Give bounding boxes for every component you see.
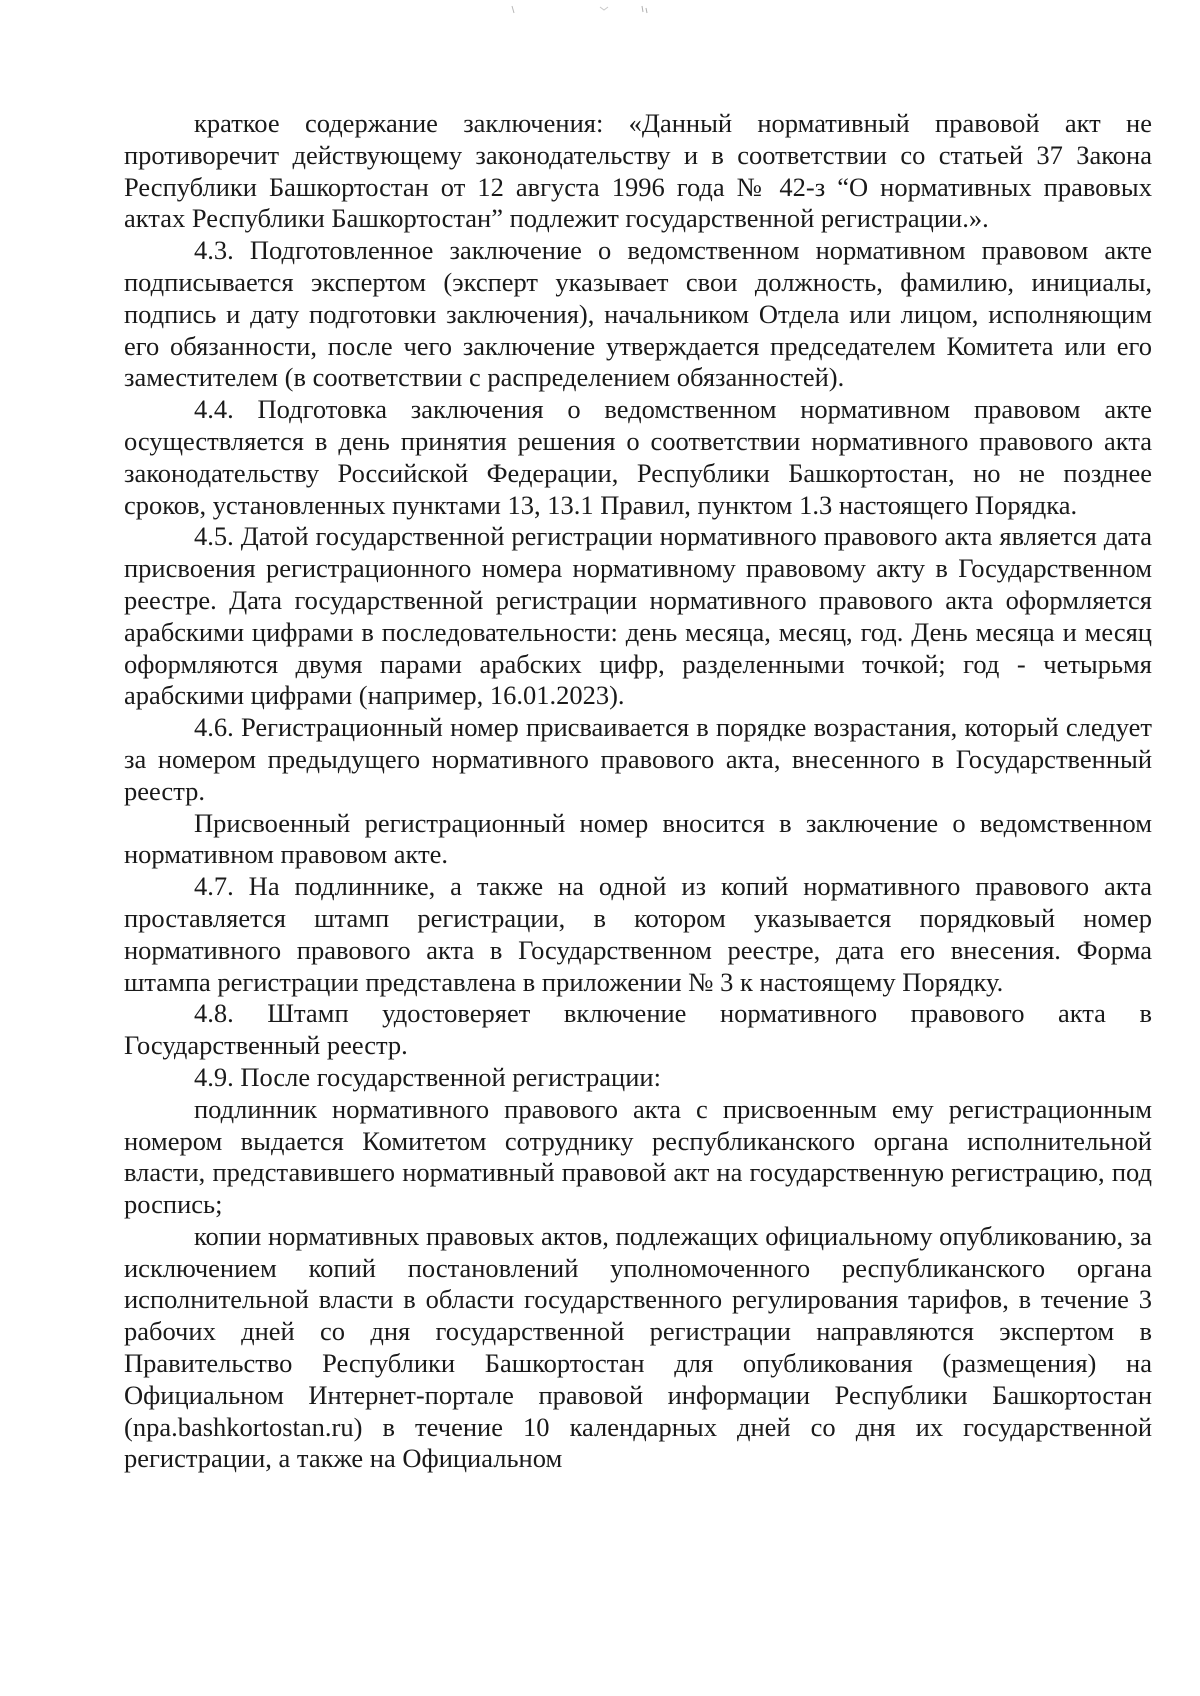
paragraph-4-9-item-original: подлинник нормативного правового акта с присвоенным ему регистрационным номером выдается Комитетом сотруднику республиканского органа исполнительной власти, представившего нормативный правовой акт на государственную регистрацию, под роспись; xyxy=(124,1093,1152,1220)
paragraph-summary: краткое содержание заключения: «Данный нормативный правовой акт не противоречит действующему законодательству и в соответствии со статьей 37 Закона Республики Башкортостан от 12 августа 1996 года № 42-з “О нормативных правовых актах Республики Башкортостан” подлежит государственной регистрации.». xyxy=(124,108,1152,234)
paragraph-4-9-item-copies: копии нормативных правовых актов, подлежащих официальному опубликованию, за исключением копий постановлений уполномоченного республиканского органа исполнительной власти в области государственного регулирования тарифов, в течение 3 рабочих дней со дня государственной регистрации направляются экспертом в Правительство Республики Башкортостан для опубликования (размещения) на Официальном Интернет-портале правовой информации Республики Башкортостан (npa.bashkortostan.ru) в течение 10 календарных дней со дня их государственной регистрации, а также на Официальном xyxy=(124,1220,1152,1474)
paragraph-4-9: 4.9. После государственной регистрации: xyxy=(194,1061,661,1092)
scan-artifact-marks xyxy=(500,4,720,16)
paragraph-4-6: 4.6. Регистрационный номер присваивается в порядке возрастания, который следует за номером предыдущего нормативного правового акта, внесенного в Государственный реестр. xyxy=(124,712,1152,806)
paragraph-4-5: 4.5. Датой государственной регистрации нормативного правового акта является дата присвоения регистрационного номера нормативному правовому акту в Государственном реестре. Дата государственной регистрации нормативного правового акта оформляется арабскими цифрами в последовательности: день месяца, месяц, год. День месяца и месяц оформляются двумя парами арабских цифр, разделенными точкой; год - четырьмя арабскими цифрами (например, 16.01.2023). xyxy=(124,521,1152,711)
paragraph-4-7: 4.7. На подлиннике, а также на одной из копий нормативного правового акта проставляется штамп регистрации, в котором указывается порядковый номер нормативного правового акта в Государственном реестре, дата его внесения. Форма штампа регистрации представлена в приложении № 3 к настоящему Порядку. xyxy=(124,871,1152,997)
paragraph-4-3: 4.3. Подготовленное заключение о ведомственном нормативном правовом акте подписывается экспертом (эксперт указывает свои должность, фамилию, инициалы, подпись и дату подготовки заключения), начальником Отдела или лицом, исполняющим его обязанности, после чего заключение утверждается председателем Комитета или его заместителем (в соответствии с распределением обязанностей). xyxy=(124,235,1152,393)
document-body xyxy=(124,108,1152,1475)
paragraph-4-4: 4.4. Подготовка заключения о ведомственном нормативном правовом акте осуществляется в день принятия решения о соответствии нормативного правового акта законодательству Российской Федерации, Республики Башкортостан, но не позднее сроков, установленных пунктами 13, 13.1 Правил, пунктом 1.3 настоящего Порядка. xyxy=(124,394,1152,520)
paragraph-4-6-continued: Присвоенный регистрационный номер вносится в заключение о ведомственном нормативном правовом акте. xyxy=(124,807,1152,870)
paragraph-4-8: 4.8. Штамп удостоверяет включение нормативного правового акта в Государственный реестр. xyxy=(124,998,1152,1061)
